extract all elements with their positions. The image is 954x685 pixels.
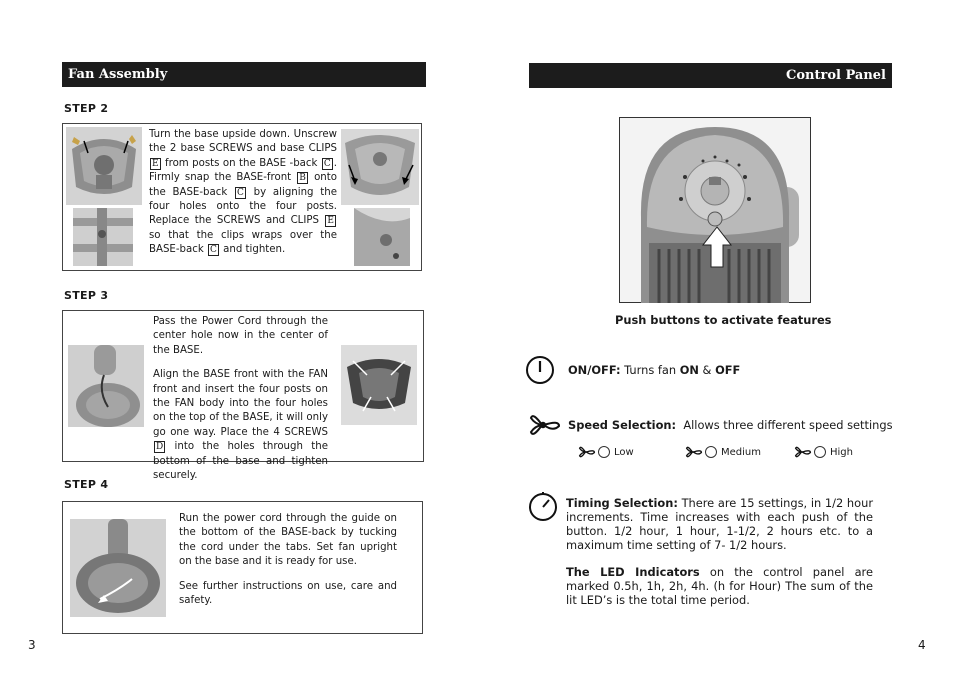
speed-level-low <box>578 443 634 461</box>
control-panel-caption: Push buttons to activate features <box>615 313 832 327</box>
led-indicator-icon <box>814 446 826 458</box>
step2-photo-base-top <box>66 127 142 205</box>
fan-assembly-title: Fan Assembly <box>68 67 168 82</box>
speed-low-label: Low <box>614 446 634 458</box>
step4-text <box>179 512 397 608</box>
speed-level-high <box>794 443 853 461</box>
control-panel-title: Control Panel <box>786 68 886 83</box>
step3-photo-cord <box>68 345 144 427</box>
page-number-left: 3 <box>28 638 36 652</box>
led-indicator-icon <box>598 446 610 458</box>
step4-para1: Run the power cord through the guide on the bottom of the BASE-back by tucking the cord under the tabs. Set fan upright on the base and it is ready for use. <box>179 513 397 568</box>
step4-para2: See further instructions on use, care and safety. <box>179 580 397 607</box>
step2-label: STEP 2 <box>64 102 109 115</box>
step3-photo-screws <box>341 345 417 425</box>
speed-description: Speed Selection: Allows three different speed settings <box>568 418 893 432</box>
speed-level-medium <box>685 443 761 461</box>
step2-text <box>149 128 337 258</box>
step4-box <box>62 501 423 634</box>
speed-high-label: High <box>830 446 853 458</box>
control-panel-header <box>529 63 892 88</box>
fan-blade-icon <box>685 443 703 461</box>
step2-photo-screw-detail <box>354 208 410 266</box>
onoff-description: ON/OFF: Turns fan ON & OFF <box>568 363 741 377</box>
fan-blade-icon <box>794 443 812 461</box>
power-icon <box>525 355 555 385</box>
step3-box <box>62 310 424 482</box>
step2-photo-base-rear <box>341 129 419 205</box>
step3-label: STEP 3 <box>64 289 109 302</box>
speed-levels <box>578 443 878 463</box>
speed-medium-label: Medium <box>721 446 761 458</box>
step2-photo-clip-detail <box>73 208 133 266</box>
step3-para1: Pass the Power Cord through the center hole now in the center of the BASE. <box>153 316 328 356</box>
fan-assembly-header <box>62 62 426 87</box>
step4-label: STEP 4 <box>64 478 109 491</box>
led-indicator-icon <box>705 446 717 458</box>
timer-icon <box>527 490 559 522</box>
step3-para2: Align the BASE front with the FAN front and insert the four posts on the FAN body into the four holes on the top of the BASE, it will only go one way. Place the 4 SCREWS D into the holes through the bottom of the base and tighten securely. <box>153 369 328 482</box>
page-number-right: 4 <box>918 638 926 652</box>
control-panel-photo <box>619 117 811 303</box>
step3-text <box>153 315 328 483</box>
step2-instructions: Turn the base upside down. Unscrew the 2 base SCREWS and base CLIPS E from posts on the BASE -back C . Firmly snap the BASE-front B onto the BASE-back C by aligning the four holes onto the four posts. Replace the SCREWS and CLIPS E so that the clips wraps over the BASE-back C and tighten. <box>149 129 337 256</box>
timing-description: Timing Selection: There are 15 settings, in 1/2 hour increments. Time increases with each push of the button. 1/2 hour, 1 hour, 1-1/2, 2 hours etc. to a maximum time setting of 7- 1/2 hours. <box>566 496 873 552</box>
step2-box <box>62 123 422 271</box>
fan-blade-icon <box>529 408 561 442</box>
led-description: The LED Indicators on the control panel are marked 0.5h, 1h, 2h, 4h. (h for Hour) The sum of the lit LED’s is the total time period. <box>566 565 873 607</box>
fan-blade-icon <box>578 443 596 461</box>
step4-photo-base-cord <box>70 519 166 617</box>
